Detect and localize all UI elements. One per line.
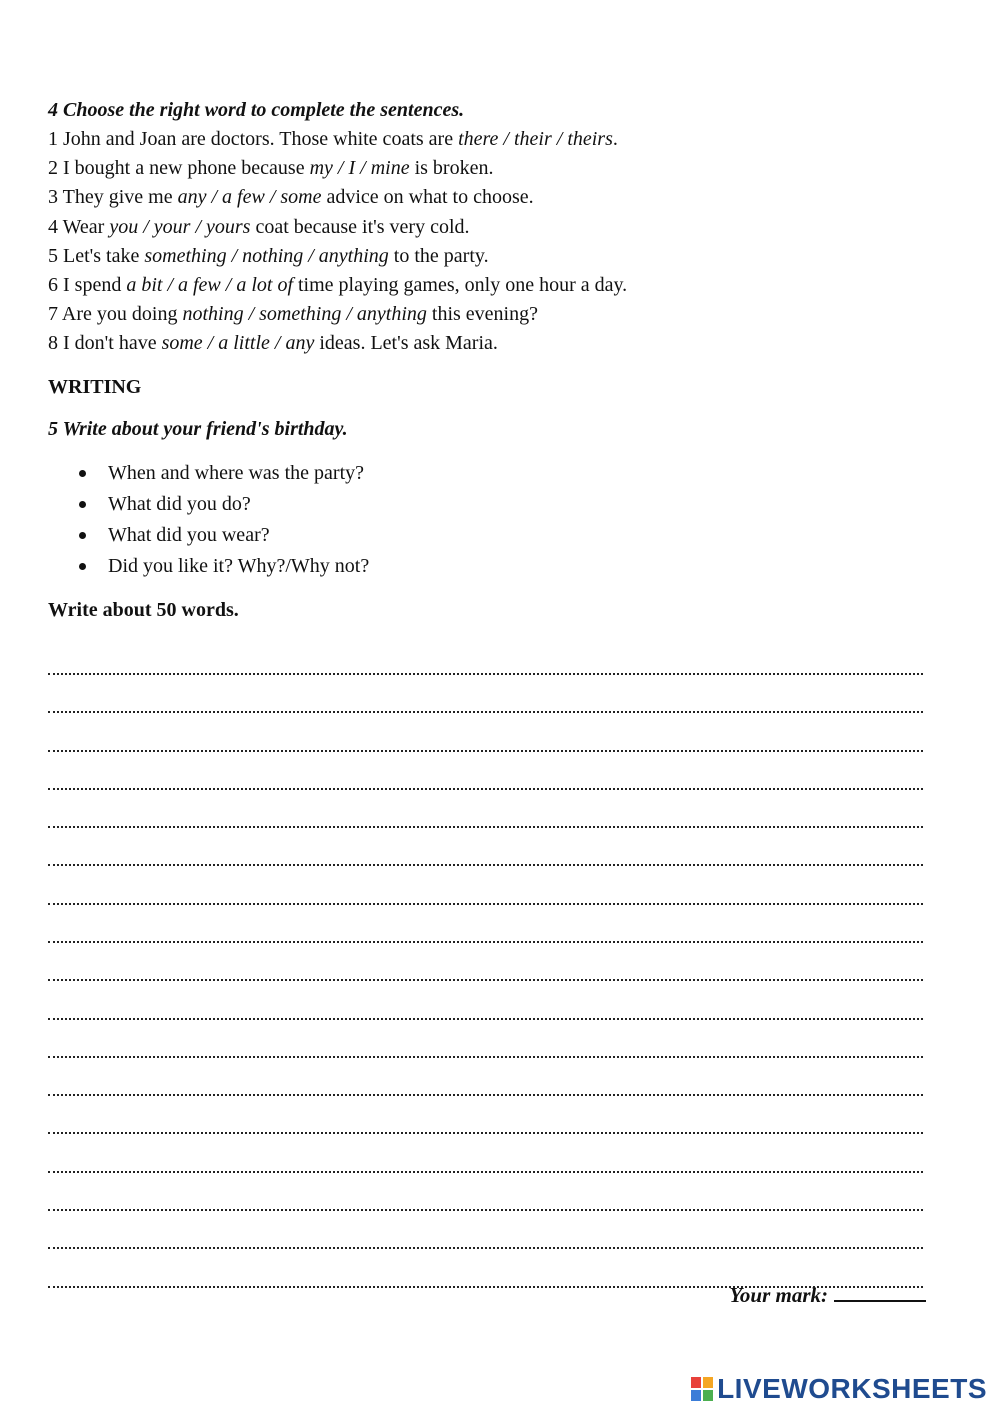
sentence-7 <box>48 300 928 329</box>
prompt-item <box>48 551 928 582</box>
prompt-item <box>48 489 928 520</box>
writing-line[interactable] <box>48 637 923 675</box>
answer-options[interactable]: some / a little / any <box>161 332 315 355</box>
sentence-text-before: I spend <box>63 274 127 297</box>
writing-line[interactable] <box>48 943 923 981</box>
word-count-instruction: Write about 50 words. <box>48 598 239 621</box>
sentence-text-after: to the party. <box>388 244 489 267</box>
sentence-3 <box>48 183 928 212</box>
writing-section-title: WRITING <box>48 375 142 398</box>
sentence-list <box>48 125 928 359</box>
sentence-number: 8 <box>48 332 58 355</box>
writing-line[interactable] <box>48 713 923 751</box>
sentence-text-before: I bought a new phone because <box>63 157 310 180</box>
sentence-text-after: ideas. Let's ask Maria. <box>314 332 498 355</box>
logo-text: LIVEWORKSHEETS <box>717 1373 987 1404</box>
writing-line[interactable] <box>48 675 923 713</box>
prompt-text: What did you do? <box>108 492 251 515</box>
prompt-list <box>48 458 928 582</box>
sentence-number: 4 <box>48 215 58 238</box>
sentence-text-after: advice on what to choose. <box>321 186 534 209</box>
writing-line[interactable] <box>48 905 923 943</box>
prompt-text: Did you like it? Why?/Why not? <box>108 554 370 577</box>
sentence-number: 2 <box>48 157 58 180</box>
your-mark-label: Your mark: <box>729 1283 828 1307</box>
sentence-text-before: I don't have <box>63 332 162 355</box>
sentence-text-before: Let's take <box>63 244 145 267</box>
prompt-item <box>48 458 928 489</box>
your-mark <box>729 1280 926 1308</box>
liveworksheets-logo <box>691 1373 987 1405</box>
writing-line[interactable] <box>48 1096 923 1134</box>
answer-options[interactable]: any / a few / some <box>177 186 322 209</box>
writing-line[interactable] <box>48 828 923 866</box>
sentence-text-before: Wear <box>62 215 110 238</box>
answer-options[interactable]: you / your / yours <box>109 215 251 238</box>
sentence-number: 6 <box>48 274 58 297</box>
writing-line[interactable] <box>48 1134 923 1172</box>
writing-line[interactable] <box>48 752 923 790</box>
sentence-text-before: John and Joan are doctors. Those white coats are <box>63 128 459 150</box>
sentence-5 <box>48 242 928 271</box>
writing-line[interactable] <box>48 790 923 828</box>
answer-options[interactable]: something / nothing / anything <box>144 244 389 267</box>
answer-options[interactable]: my / I / mine <box>309 157 410 180</box>
writing-area[interactable] <box>48 637 923 1288</box>
writing-line[interactable] <box>48 1173 923 1211</box>
mark-blank[interactable] <box>834 1280 926 1302</box>
sentence-8 <box>48 329 928 358</box>
answer-options[interactable]: there / their / theirs <box>458 128 613 150</box>
sentence-2 <box>48 154 928 183</box>
sentence-1 <box>48 125 928 154</box>
writing-line[interactable] <box>48 1020 923 1058</box>
bullet-icon <box>79 501 86 508</box>
writing-line[interactable] <box>48 1211 923 1249</box>
prompt-item <box>48 520 928 551</box>
sentence-4 <box>48 213 928 242</box>
prompt-text: What did you wear? <box>108 523 270 546</box>
sentence-text-before: They give me <box>62 186 178 209</box>
sentence-text-after: time playing games, only one hour a day. <box>293 274 628 297</box>
writing-line[interactable] <box>48 981 923 1019</box>
sentence-number: 7 <box>48 303 58 326</box>
sentence-text-after: this evening? <box>426 303 538 326</box>
sentence-6 <box>48 271 928 300</box>
writing-line[interactable] <box>48 1058 923 1096</box>
sentence-number: 1 <box>48 128 58 150</box>
sentence-number: 3 <box>48 186 58 209</box>
worksheet-page <box>48 96 928 1288</box>
sentence-text-after: coat because it's very cold. <box>250 215 470 238</box>
answer-options[interactable]: nothing / something / anything <box>182 303 427 326</box>
writing-line[interactable] <box>48 866 923 904</box>
bullet-icon <box>79 532 86 539</box>
sentence-text-before: Are you doing <box>61 303 183 326</box>
prompt-text: When and where was the party? <box>108 461 364 484</box>
bullet-icon <box>79 470 86 477</box>
answer-options[interactable]: a bit / a few / a lot of <box>126 274 293 297</box>
logo-badge-icon <box>691 1377 713 1401</box>
exercise-5-heading: 5 Write about your friend's birthday. <box>48 417 348 440</box>
sentence-number: 5 <box>48 244 58 267</box>
bullet-icon <box>79 563 86 570</box>
sentence-text-after: . <box>612 128 618 150</box>
exercise-4-heading: 4 Choose the right word to complete the sentences. <box>48 99 465 121</box>
sentence-text-after: is broken. <box>409 157 494 180</box>
